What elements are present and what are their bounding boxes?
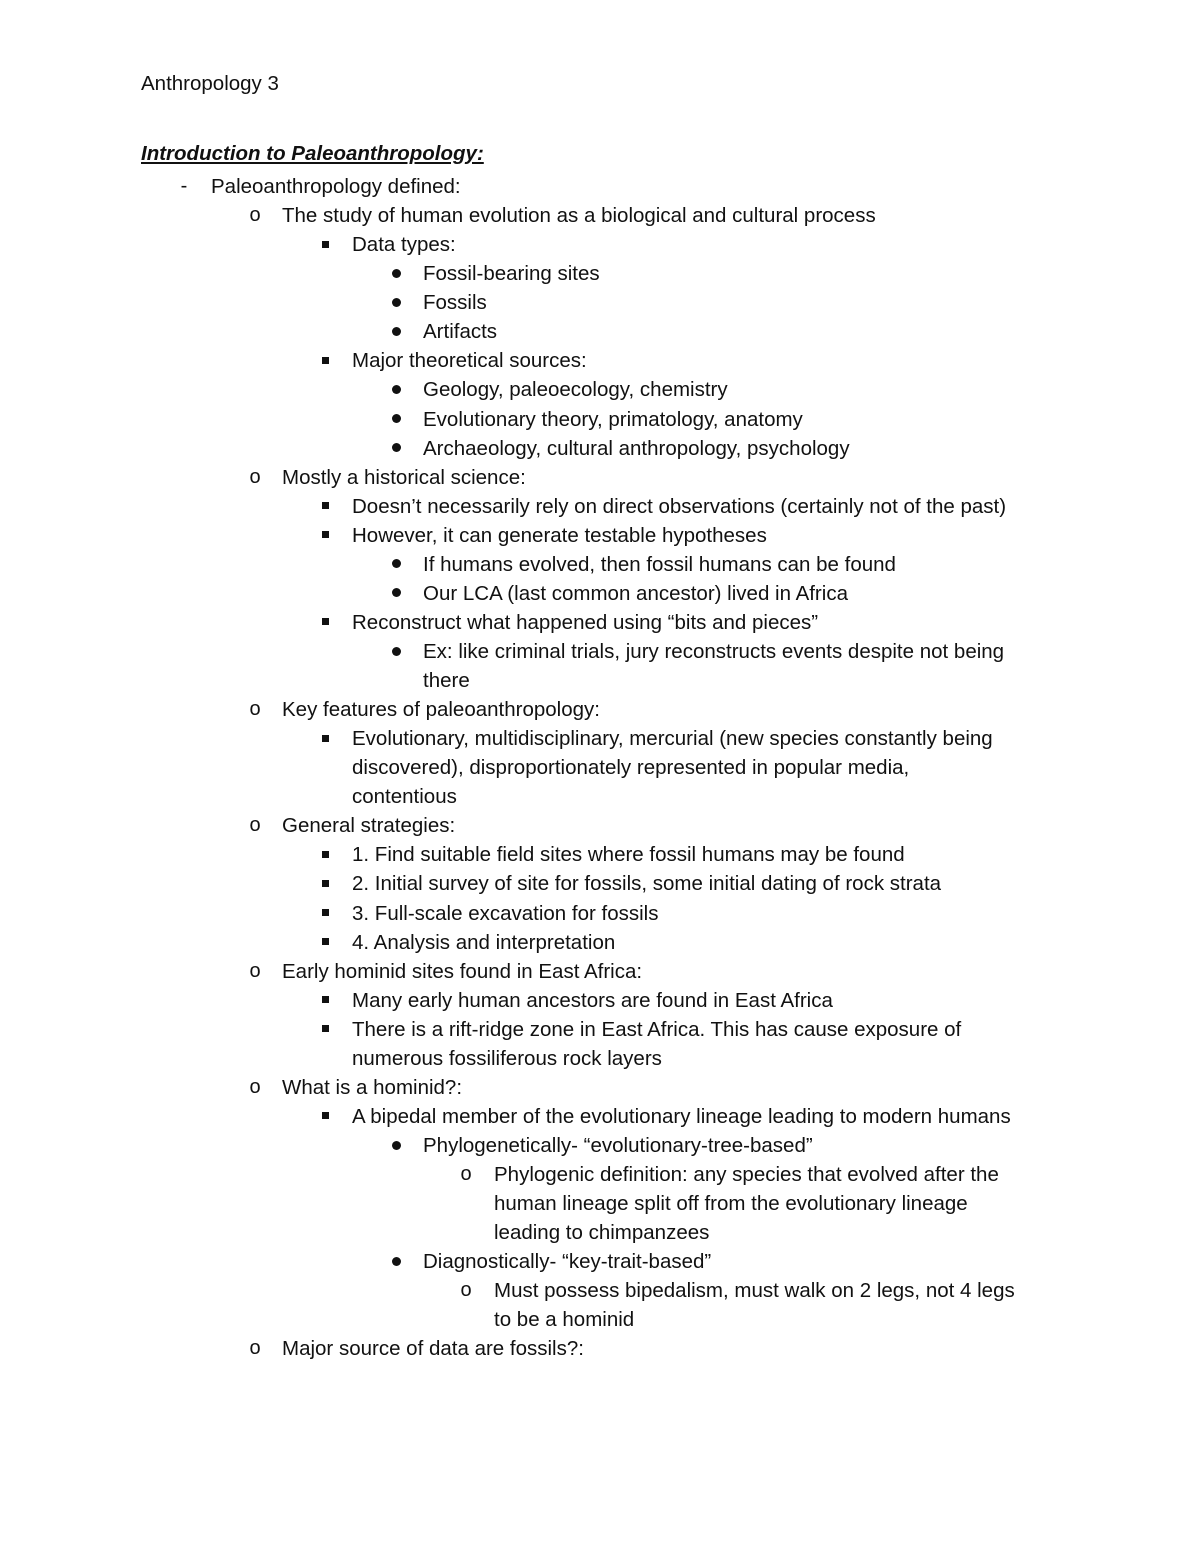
outline-item <box>0 1247 1200 1276</box>
outline-item <box>0 811 1200 840</box>
outline-item-text: Evolutionary theory, primatology, anatomy <box>423 407 803 431</box>
outline-item-text: 4. Analysis and interpretation <box>352 930 616 954</box>
outline-item-text: General strategies: <box>282 814 456 838</box>
square-bullet-icon <box>313 346 337 375</box>
outline-item <box>0 1015 1200 1044</box>
outline-item <box>0 375 1200 404</box>
outline-item-text: Major theoretical sources: <box>352 349 587 373</box>
dash-bullet-icon: - <box>180 175 188 197</box>
outline-item <box>0 1218 1200 1247</box>
document-title: Anthropology 3 <box>141 72 279 95</box>
dot-bullet-icon <box>384 637 408 666</box>
dot-bullet-icon <box>384 259 408 288</box>
dot-bullet-icon <box>384 288 408 317</box>
square-bullet-icon <box>313 521 337 550</box>
outline-item-text: Geology, paleoecology, chemistry <box>423 378 728 402</box>
outline-item <box>0 230 1200 259</box>
outline-item <box>0 899 1200 928</box>
outline-item-text: Phylogenic definition: any species that evolved after the <box>494 1163 999 1186</box>
outline-item <box>0 782 1200 811</box>
outline-item <box>0 928 1200 957</box>
square-bullet-icon <box>313 928 337 957</box>
outline-item-text: leading to chimpanzees <box>494 1221 710 1245</box>
outline-item <box>0 666 1200 695</box>
outline-item <box>0 1102 1200 1131</box>
square-bullet-icon <box>313 899 337 928</box>
outline-item-text: numerous fossiliferous rock layers <box>352 1046 662 1070</box>
square-bullet-icon <box>313 608 337 637</box>
outline-item <box>0 840 1200 869</box>
outline-item <box>0 172 1200 201</box>
circle-bullet-icon: o <box>249 465 261 488</box>
outline-item <box>0 986 1200 1015</box>
outline-item-text: Ex: like criminal trials, jury reconstructs events despite not being <box>423 640 1005 663</box>
outline-item-text: What is a hominid?: <box>282 1075 463 1099</box>
outline-item-text: 2. Initial survey of site for fossils, some initial dating of rock strata <box>352 872 942 896</box>
outline-item <box>0 521 1200 550</box>
outline-item-text: However, it can generate testable hypotheses <box>352 523 767 547</box>
outline-item <box>0 1305 1200 1334</box>
outline-item <box>0 434 1200 463</box>
square-bullet-icon <box>313 724 337 753</box>
outline-item <box>0 550 1200 579</box>
dot-bullet-icon <box>384 579 408 608</box>
outline-item-text: Major source of data are fossils?: <box>282 1337 584 1361</box>
outline-item <box>0 724 1200 753</box>
circle-bullet-icon: o <box>249 698 261 721</box>
dot-bullet-icon <box>384 1131 408 1160</box>
circle-bullet-icon: o <box>460 1163 472 1185</box>
dot-bullet-icon <box>384 317 408 346</box>
outline-item-text: discovered), disproportionately represented in popular media, <box>352 756 910 780</box>
circle-bullet-icon: o <box>460 1279 472 1302</box>
circle-bullet-icon: o <box>249 959 261 982</box>
outline-item <box>0 608 1200 637</box>
outline-item-text: Mostly a historical science: <box>282 465 526 489</box>
outline-item <box>0 753 1200 782</box>
outline-item <box>0 869 1200 898</box>
dot-bullet-icon <box>384 550 408 579</box>
outline-item-text: there <box>423 669 470 692</box>
dot-bullet-icon <box>384 405 408 434</box>
outline-item-text: 3. Full-scale excavation for fossils <box>352 901 659 925</box>
outline-item-text: Artifacts <box>423 320 498 344</box>
outline-item-text: 1. Find suitable field sites where fossil humans may be found <box>352 843 905 867</box>
circle-bullet-icon: o <box>249 1337 261 1360</box>
outline-item <box>0 317 1200 346</box>
outline-item-text: contentious <box>352 785 457 809</box>
outline-item <box>0 1131 1200 1160</box>
square-bullet-icon <box>313 492 337 521</box>
outline-item <box>0 463 1200 492</box>
outline-item-text: Paleoanthropology defined: <box>211 175 461 198</box>
outline-item-text: Evolutionary, multidisciplinary, mercurial (new species constantly being <box>352 727 993 751</box>
outline-item <box>0 288 1200 317</box>
circle-bullet-icon: o <box>249 204 261 227</box>
outline-item <box>0 1189 1200 1218</box>
outline-item <box>0 957 1200 986</box>
outline-item-text: Reconstruct what happened using “bits and pieces” <box>352 610 819 634</box>
square-bullet-icon <box>313 230 337 259</box>
outline-item-text: Must possess bipedalism, must walk on 2 legs, not 4 legs <box>494 1279 1015 1303</box>
outline-item <box>0 579 1200 608</box>
square-bullet-icon <box>313 1015 337 1044</box>
circle-bullet-icon: o <box>249 1075 261 1098</box>
outline-item-text: There is a rift-ridge zone in East Africa. This has cause exposure of <box>352 1017 962 1041</box>
outline-item-text: Many early human ancestors are found in East Africa <box>352 988 833 1012</box>
outline-item <box>0 1276 1200 1305</box>
outline-item-text: Key features of paleoanthropology: <box>282 698 600 722</box>
outline-item-text: to be a hominid <box>494 1308 635 1332</box>
outline-item <box>0 695 1200 724</box>
outline-item-text: Early hominid sites found in East Africa: <box>282 959 643 983</box>
outline-item <box>0 1334 1200 1363</box>
outline-item-text: Phylogenetically- “evolutionary-tree-based” <box>423 1134 813 1157</box>
dot-bullet-icon <box>384 434 408 463</box>
outline-item <box>0 201 1200 230</box>
dot-bullet-icon <box>384 375 408 404</box>
outline-item-text: Data types: <box>352 233 456 257</box>
outline-item-text: Archaeology, cultural anthropology, psychology <box>423 436 850 460</box>
section-heading: Introduction to Paleoanthropology: <box>141 142 484 165</box>
outline-item-text: Fossils <box>423 291 487 315</box>
outline-item <box>0 1044 1200 1073</box>
outline-item-text: If humans evolved, then fossil humans can be found <box>423 552 896 576</box>
outline-item-text: The study of human evolution as a biological and cultural process <box>282 204 876 228</box>
outline-item <box>0 346 1200 375</box>
square-bullet-icon <box>313 986 337 1015</box>
square-bullet-icon <box>313 840 337 869</box>
outline-item <box>0 637 1200 666</box>
outline-item-text: Fossil-bearing sites <box>423 262 600 286</box>
circle-bullet-icon: o <box>249 814 261 837</box>
outline-item <box>0 405 1200 434</box>
outline-item <box>0 492 1200 521</box>
outline-item-text: Our LCA (last common ancestor) lived in Africa <box>423 581 848 605</box>
outline-item-text: human lineage split off from the evolutionary lineage <box>494 1192 968 1216</box>
outline-item-text: Diagnostically- “key-trait-based” <box>423 1250 712 1274</box>
outline-item-text: A bipedal member of the evolutionary lineage leading to modern humans <box>352 1104 1011 1128</box>
outline-item-text: Doesn’t necessarily rely on direct observations (certainly not of the past) <box>352 494 1007 518</box>
outline-item <box>0 1160 1200 1189</box>
outline-item <box>0 1073 1200 1102</box>
square-bullet-icon <box>313 1102 337 1131</box>
outline-item <box>0 259 1200 288</box>
dot-bullet-icon <box>384 1247 408 1276</box>
square-bullet-icon <box>313 869 337 898</box>
